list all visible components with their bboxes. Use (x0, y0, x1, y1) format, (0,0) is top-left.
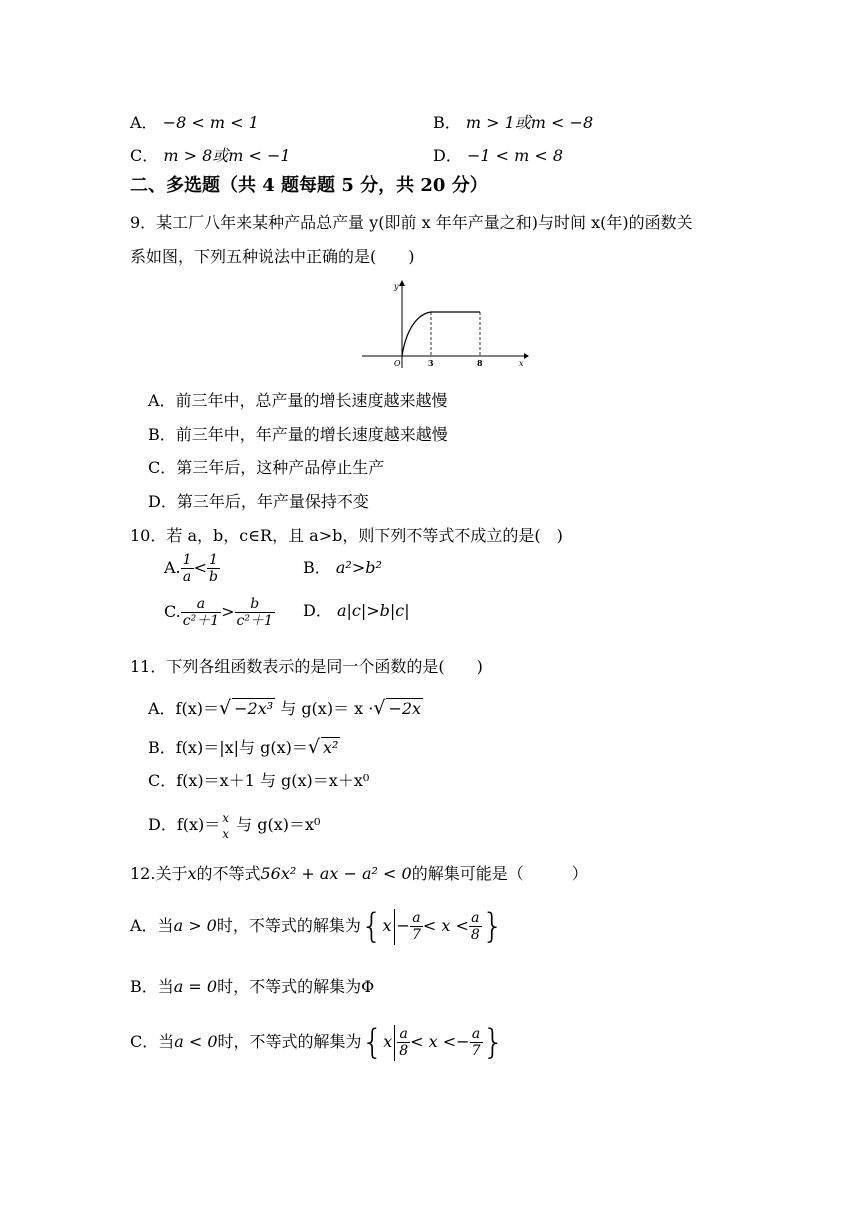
relation: > (221, 602, 235, 621)
q9-option-d: D．第三年后，年产量保持不变 (148, 492, 369, 511)
numerator: a (181, 596, 221, 613)
condition: a = 0 (173, 977, 218, 996)
q11-option-d (148, 805, 320, 845)
option-text: A．f(x)＝ (148, 699, 219, 718)
q12-option-c (130, 1020, 504, 1065)
denominator: c²＋1 (182, 613, 220, 629)
q10-option-d (303, 601, 410, 621)
numerator: a (469, 910, 482, 927)
solution-set-c (362, 1020, 505, 1065)
stem-var: x (187, 864, 197, 883)
right-brace: } (482, 1022, 505, 1063)
denominator: b (208, 569, 218, 585)
q10-option-a (164, 550, 220, 586)
q11-option-a (148, 698, 423, 719)
numerator: a (470, 1026, 483, 1043)
option-label: C. (164, 602, 181, 621)
q12-stem (130, 864, 588, 884)
q12-option-b (130, 977, 374, 997)
stem-text: 的解集可能是（ ） (411, 864, 588, 883)
stem-text: 的不等式 (196, 864, 261, 883)
option-label: D． (303, 601, 332, 620)
tick-3-label: 3 (428, 358, 434, 368)
numerator: x (222, 810, 230, 825)
q9-option-c: C．第三年后，这种产品停止生产 (148, 458, 385, 477)
stem-text: 12.关于 (130, 864, 188, 883)
q8-option-a (130, 113, 259, 133)
y-axis-arrow (399, 280, 405, 286)
numerator: b (235, 596, 275, 613)
q11-option-c: C．f(x)＝x＋1 与 g(x)＝x＋x⁰ (148, 771, 370, 790)
option-text: 时，不等式的解集为 (217, 1032, 362, 1051)
option-text: −8 < m < 1 (162, 113, 259, 132)
denominator: 7 (411, 927, 421, 944)
q8-option-b (433, 113, 593, 133)
denominator: c²＋1 (236, 613, 273, 629)
denominator: 7 (471, 1043, 481, 1060)
option-text: A．当 (130, 916, 174, 935)
option-text: m > 8或m < −1 (163, 146, 291, 165)
left-brace: { (360, 906, 383, 947)
numerator: a (410, 910, 423, 927)
q12-option-a (130, 904, 503, 949)
sign: − (456, 1032, 470, 1052)
q9-graph (362, 278, 532, 370)
numerator: 1 (182, 552, 192, 568)
x-label: x (519, 359, 524, 368)
option-text: C．当 (130, 1032, 175, 1051)
right-brace: } (481, 906, 504, 947)
empty-set: Φ (361, 977, 375, 996)
relation: < x < (410, 1032, 457, 1052)
origin-label: O (394, 359, 401, 368)
set-bar (394, 1025, 395, 1061)
option-text: 与 g(x)＝x⁰ (231, 815, 321, 834)
denominator: x (222, 826, 230, 841)
q10-stem: 10．若 a，b，c∈R，且 a>b，则下列不等式不成立的是( ) (130, 526, 563, 545)
option-text: B．当 (130, 977, 174, 996)
option-label: D． (433, 146, 462, 165)
q11-stem: 11．下列各组函数表示的是同一个函数的是( ) (130, 657, 483, 676)
condition: a > 0 (173, 916, 217, 935)
stem-inequality: 56x² + ax − a² < 0 (260, 864, 412, 883)
fraction-a-over-7 (470, 1026, 483, 1059)
option-label: B． (303, 558, 331, 577)
y-label: y (394, 282, 399, 291)
numerator: 1 (207, 552, 220, 569)
fraction-a-over-c2plus1 (181, 596, 221, 629)
q8-option-c (130, 146, 291, 166)
option-text: a²>b² (335, 558, 382, 577)
option-text: −1 < m < 8 (466, 146, 564, 165)
radicand: −2x³ (234, 699, 274, 718)
relation: < (193, 558, 207, 577)
option-label: A． (130, 113, 158, 132)
option-text: 与 g(x)＝ x · (275, 699, 374, 718)
section-heading: 二、多选题（共 4 题每题 5 分，共 20 分） (130, 175, 488, 196)
tick-8-label: 8 (477, 358, 483, 368)
q9-option-b: B．前三年中，年产量的增长速度越来越慢 (148, 425, 448, 444)
q10-option-c (164, 592, 275, 632)
q9-stem-line1: 9．某工厂八年来某种产品总产量 y(即前 x 年年产量之和)与时间 x(年)的函数关 (130, 213, 693, 232)
x-axis-arrow (524, 353, 529, 359)
set-bar (394, 909, 395, 945)
solution-set-a (361, 904, 504, 949)
curve (402, 312, 431, 356)
fraction-a-over-8 (397, 1026, 410, 1059)
q9-option-a: A．前三年中，总产量的增长速度越来越慢 (148, 391, 448, 410)
option-text: 时，不等式的解集为 (216, 916, 361, 935)
option-text: 时，不等式的解集为 (217, 977, 362, 996)
option-text: m > 1或m < −8 (465, 113, 594, 132)
radicand: −2x (388, 699, 422, 718)
denominator: 8 (399, 1043, 409, 1060)
option-text: D．f(x)＝ (148, 815, 221, 834)
radical-sign: √ (373, 697, 386, 719)
left-brace: { (361, 1022, 384, 1063)
numerator: a (397, 1026, 410, 1043)
fraction-b-over-c2plus1 (235, 596, 275, 629)
sign: − (396, 916, 410, 936)
option-label: B． (433, 113, 461, 132)
radicand: x² (322, 738, 339, 757)
option-text: B．f(x)＝|x|与 g(x)＝ (148, 738, 308, 757)
denominator: 8 (470, 927, 480, 944)
fraction-x-over-x (220, 810, 231, 842)
radical-sign: √ (307, 736, 320, 758)
fraction-a-over-8 (469, 910, 482, 943)
denominator: a (182, 569, 192, 585)
option-text: a|c|>b|c| (336, 601, 410, 620)
condition: a < 0 (174, 1032, 218, 1051)
option-label: C． (130, 146, 159, 165)
q11-option-b (148, 737, 340, 758)
fraction-1-over-a (181, 552, 194, 585)
option-label: A. (164, 558, 181, 577)
set-var: x (383, 1032, 393, 1052)
relation: < x < (422, 916, 469, 936)
radical-sign: √ (219, 697, 232, 719)
fraction-a-over-7 (410, 910, 423, 943)
q9-stem-line2: 系如图，下列五种说法中正确的是( ) (130, 247, 415, 266)
q10-option-b (303, 558, 382, 578)
set-var: x (382, 916, 392, 936)
fraction-1-over-b (207, 552, 220, 585)
q8-option-d (433, 146, 563, 166)
